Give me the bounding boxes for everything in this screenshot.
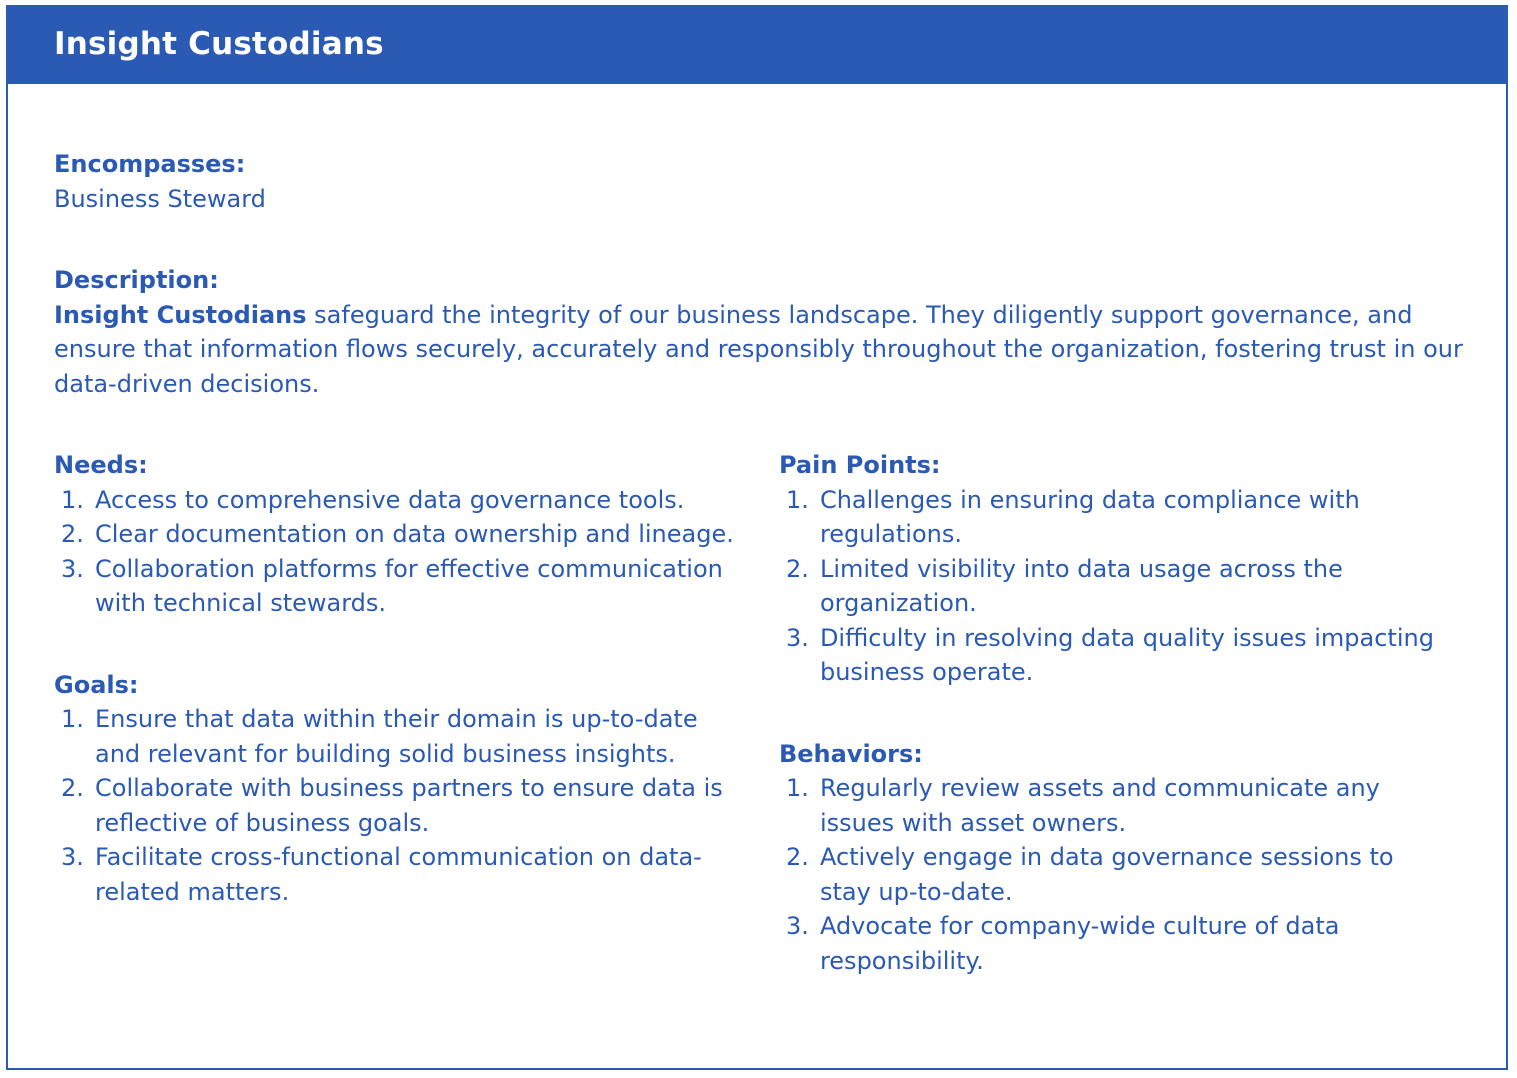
encompasses-label: Encompasses: — [54, 150, 246, 178]
goals-label: Goals: — [54, 670, 139, 699]
list-text: Challenges in ensuring data compliance with regulations. — [819, 485, 1360, 548]
list-item — [779, 840, 1446, 909]
list-number: 1. — [61, 705, 84, 733]
description-text — [54, 298, 1466, 402]
list-text: Limited visibility into data usage across the organization. — [819, 554, 1343, 617]
list-text: Clear documentation on data ownership and lineage. — [95, 520, 734, 548]
list-number: 2. — [785, 843, 809, 871]
description-lead: Insight Custodians — [54, 300, 307, 329]
right-column — [779, 448, 1466, 1025]
behaviors-list — [779, 771, 1446, 978]
list-number: 2. — [61, 774, 84, 802]
needs-section — [54, 448, 739, 621]
list-text: Difficulty in resolving data quality issues impacting business operate. — [819, 623, 1434, 686]
list-text: Access to comprehensive data governance tools. — [95, 485, 685, 514]
goals-section — [54, 668, 739, 910]
list-text: Facilitate cross-functional communication on data-related matters. — [95, 843, 702, 906]
list-text: Regularly review assets and communicate any issues with asset owners. — [819, 774, 1380, 837]
needs-label: Needs: — [54, 451, 148, 479]
card-body — [54, 147, 1466, 1025]
needs-list — [54, 483, 739, 621]
encompasses-section — [54, 147, 1466, 216]
list-item — [54, 840, 739, 909]
list-text: Collaborate with business partners to ensure data is reflective of business goals. — [95, 774, 723, 837]
goals-list — [54, 702, 739, 909]
list-item — [54, 771, 739, 840]
list-item — [779, 621, 1446, 690]
list-text: Advocate for company-wide culture of data responsibility. — [819, 912, 1340, 975]
left-column — [54, 448, 779, 1025]
page-title: Insight Custodians — [54, 25, 384, 62]
list-number: 1. — [785, 774, 809, 802]
list-item — [54, 483, 739, 518]
description-body: safeguard the integrity of our business landscape. They diligently support governance, and ensure that information flows securely, accurately and responsibly throughout the organization, fostering trust in our data-driven decisions. — [54, 300, 1463, 398]
pain-points-label: Pain Points: — [778, 451, 941, 479]
list-item — [54, 517, 739, 552]
behaviors-label: Behaviors: — [778, 739, 923, 768]
encompasses-value: Business Steward — [54, 184, 266, 213]
list-item — [54, 702, 739, 771]
description-label: Description: — [54, 266, 219, 294]
list-number: 3. — [61, 843, 84, 871]
list-number: 3. — [61, 554, 84, 583]
persona-columns — [54, 448, 1466, 1025]
pain-points-list — [779, 483, 1446, 690]
list-text: Ensure that data within their domain is up-to-date and relevant for building solid business insights. — [95, 705, 698, 768]
card-header — [8, 7, 1506, 84]
list-item — [779, 483, 1446, 552]
list-number: 3. — [785, 623, 809, 652]
list-number: 3. — [785, 912, 809, 940]
list-item — [779, 909, 1446, 978]
list-number: 1. — [61, 485, 84, 514]
persona-card — [6, 5, 1508, 1070]
list-number: 1. — [785, 485, 809, 514]
list-text: Actively engage in data governance sessions to stay up-to-date. — [819, 843, 1394, 906]
list-item — [779, 771, 1446, 840]
list-number: 2. — [61, 520, 84, 548]
description-section — [54, 263, 1466, 401]
list-item — [54, 552, 739, 621]
list-number: 2. — [785, 554, 809, 583]
pain-points-section — [779, 448, 1446, 690]
behaviors-section — [779, 737, 1446, 979]
list-text: Collaboration platforms for effective communication with technical stewards. — [95, 554, 723, 617]
list-item — [779, 552, 1446, 621]
